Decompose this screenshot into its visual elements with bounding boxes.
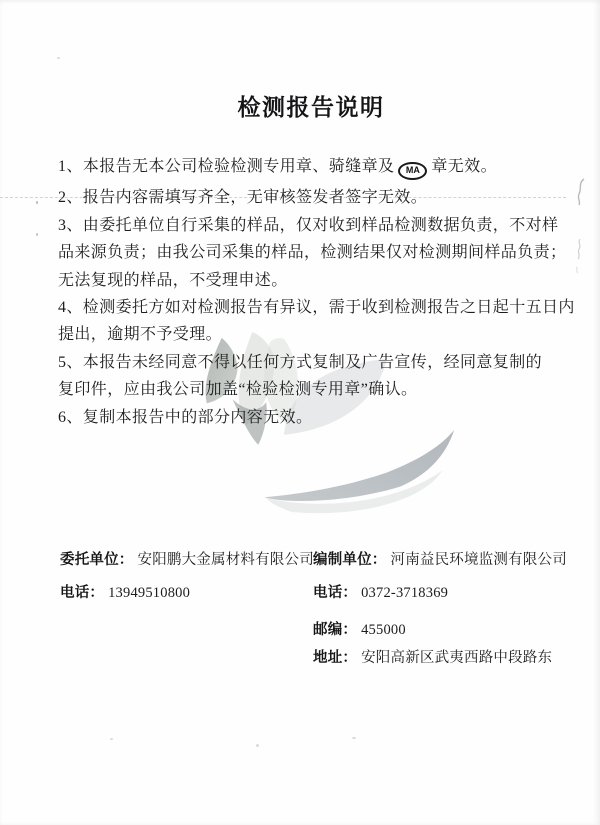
issuer-unit-value: 河南益民环境监测有限公司 bbox=[390, 552, 567, 568]
issuer-phone-row bbox=[313, 581, 448, 602]
client-phone-row bbox=[60, 581, 190, 602]
note-item-1 bbox=[58, 153, 570, 180]
issuer-address-row bbox=[313, 646, 552, 667]
note-item-1-prefix: 1、本报告无本公司检验检测专用章、骑缝章及 bbox=[58, 158, 395, 175]
issuer-address-value: 安阳高新区武夷西路中段路东 bbox=[361, 650, 553, 666]
note-item-6: 6、复制本报告中的部分内容无效。 bbox=[58, 408, 313, 426]
issuer-address-label: 地址： bbox=[313, 650, 358, 666]
client-unit-value: 安阳鹏大金属材料有限公司 bbox=[137, 552, 314, 568]
cma-badge-text: MA bbox=[405, 165, 420, 175]
note-item-3-line-1: 3、由委托单位自行采集的样品，仅对收到样品检测数据负责，不对样 bbox=[58, 216, 559, 234]
note-item-3-line-3: 无法复现的样品，不受理申述。 bbox=[58, 271, 288, 289]
note-item-2: 2、报告内容需填写齐全，无审核签发者签字无效。 bbox=[58, 189, 428, 207]
issuer-unit-row bbox=[313, 548, 567, 569]
note-item-5-line-2: 复印件，应由我公司加盖“检验检测专用章”确认。 bbox=[58, 381, 418, 399]
issuer-zip-label: 邮编： bbox=[313, 622, 358, 638]
notes-list bbox=[58, 153, 575, 431]
client-phone-label: 电话： bbox=[60, 585, 105, 601]
scan-speck bbox=[352, 737, 356, 739]
cma-certification-mark-icon bbox=[398, 162, 427, 180]
issuer-phone-value: 0372-3718369 bbox=[361, 585, 449, 601]
scan-speck bbox=[256, 744, 259, 747]
scan-speck bbox=[110, 738, 113, 740]
scan-speck bbox=[36, 201, 38, 204]
issuer-unit-label: 编制单位： bbox=[313, 552, 387, 568]
ink-bleed-artifact bbox=[568, 175, 594, 285]
scan-speck bbox=[36, 233, 38, 236]
note-item-4-line-1: 4、检测委托方如对检测报告有异议，需于收到检测报告之日起十五日内 bbox=[58, 299, 575, 317]
scan-speck bbox=[57, 57, 60, 59]
watermark-swoosh-dark bbox=[264, 430, 454, 501]
note-item-1-suffix: 章无效。 bbox=[431, 158, 498, 175]
page-title: 检测报告说明 bbox=[237, 94, 385, 120]
issuer-zip-row bbox=[313, 618, 406, 639]
note-item-4-line-2: 提出，逾期不予受理。 bbox=[58, 326, 223, 344]
note-item-5-line-1: 5、本报告未经同意不得以任何方式复制及广告宣传，经同意复制的 bbox=[58, 353, 543, 371]
note-item-3-line-2: 品来源负责；由我公司采集的样品，检测结果仅对检测期间样品负责； bbox=[58, 244, 567, 262]
issuer-zip-value: 455000 bbox=[361, 622, 406, 638]
issuer-phone-label: 电话： bbox=[313, 585, 358, 601]
client-unit-label: 委托单位： bbox=[60, 552, 134, 568]
client-phone-value: 13949510800 bbox=[108, 585, 191, 601]
client-unit-row bbox=[60, 548, 314, 569]
